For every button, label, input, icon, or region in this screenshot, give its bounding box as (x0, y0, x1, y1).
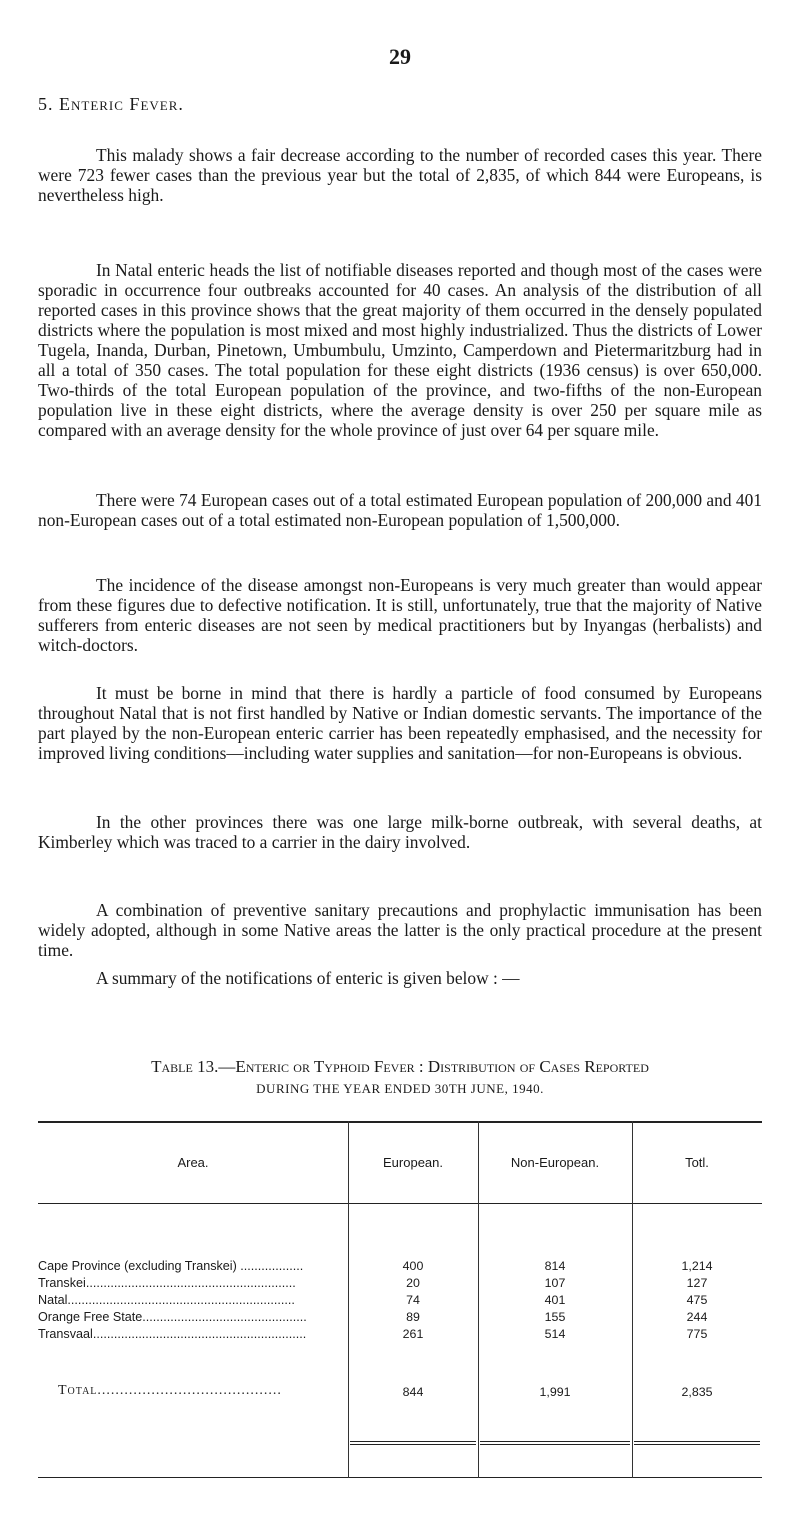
totals-underline (350, 1444, 476, 1445)
row-area: Cape Province (excluding Transkei) .................. (38, 1259, 304, 1273)
totals-label: Total......................................... (58, 1383, 282, 1398)
totals-underline (480, 1441, 630, 1442)
row-total: 775 (686, 1327, 708, 1341)
row-european: 400 (402, 1259, 424, 1273)
table-bottom-rule (38, 1477, 762, 1478)
row-area: Transvaal............................................................. (38, 1327, 307, 1341)
row-area: Natal................................................................. (38, 1293, 295, 1307)
paragraph: It must be borne in mind that there is hardly a particle of food consumed by Europeans throughout Natal that is not first handled by Native or Indian domestic servants. The importance of the part played by the non-European enteric carrier has been repeatedly emphasised, and the necessity for improved living conditions—including water supplies and sanitation—for non-Europeans is obvious. (38, 683, 762, 763)
distribution-table (38, 1121, 762, 1481)
totals-underline (634, 1441, 760, 1442)
table-caption-title: Table 13.—Enteric or Typhoid Fever : Distribution of Cases Reported (151, 1057, 649, 1076)
totals-underline (480, 1444, 630, 1445)
section-number: 5. (38, 94, 54, 114)
row-total: 475 (686, 1293, 708, 1307)
row-european: 89 (406, 1310, 420, 1324)
header-european: European. (383, 1155, 443, 1170)
row-european: 261 (402, 1327, 424, 1341)
row-non-european: 814 (544, 1259, 566, 1273)
row-non-european: 514 (544, 1327, 566, 1341)
paragraph: A combination of preventive sanitary precautions and prophylactic immunisation has been widely adopted, although in some Native areas the latter is the only practical procedure at the present time. (38, 900, 762, 960)
paragraph: In the other provinces there was one large milk-borne outbreak, with several deaths, at Kimberley which was traced to a carrier in the dairy involved. (38, 812, 762, 852)
section-heading (38, 94, 184, 115)
header-total: Totl. (685, 1155, 709, 1170)
totals-underline (350, 1441, 476, 1442)
row-non-european: 401 (544, 1293, 566, 1307)
paragraph: A summary of the notifications of enteric is given below : — (96, 968, 520, 988)
table-top-rule (38, 1121, 762, 1123)
table-caption-subtitle: DURING THE YEAR ENDED 30TH JUNE, 1940. (256, 1081, 544, 1096)
totals-total: 2,835 (681, 1385, 713, 1399)
header-area: Area. (177, 1155, 209, 1170)
row-area: Transkei............................................................ (38, 1276, 296, 1290)
totals-european: 844 (402, 1385, 424, 1399)
header-non-european: Non-European. (510, 1155, 600, 1170)
paragraph: In Natal enteric heads the list of notifiable diseases reported and though most of the cases were sporadic in occurrence four outbreaks accounted for 40 cases. An analysis of the distribution of all reported cases in this province shows that the great majority of them occurred in the densely populated districts where the population is most mixed and most highly industrialized. Thus the districts of Lower Tugela, Inanda, Durban, Pinetown, Umbumbulu, Umzinto, Camperdown and Pietermaritzburg had in all a total of 350 cases. The total population for these eight districts (1936 census) is over 650,000. Two-thirds of the total European population of the province, and two-fifths of the non-European population live in these eight districts, where the average density is over 250 per square mile as compared with an average density for the whole province of just over 64 per square mile. (38, 260, 762, 440)
row-non-european: 107 (544, 1276, 566, 1290)
totals-non-european: 1,991 (539, 1385, 571, 1399)
table-caption (38, 1056, 762, 1100)
row-total: 127 (686, 1276, 708, 1290)
row-total: 244 (686, 1310, 708, 1324)
row-total: 1,214 (681, 1259, 713, 1273)
table-header-rule (38, 1203, 762, 1204)
row-european: 74 (406, 1293, 420, 1307)
paragraph: The incidence of the disease amongst non-Europeans is very much greater than would appear from these figures due to defective notification. It is still, unfortunately, true that the majority of Native sufferers from enteric diseases are not seen by medical practitioners but by Inyangas (herbalists) and witch-doctors. (38, 575, 762, 655)
section-title: Enteric Fever. (59, 94, 184, 114)
row-european: 20 (406, 1276, 420, 1290)
row-area: Orange Free State............................................... (38, 1310, 307, 1324)
paragraph: There were 74 European cases out of a total estimated European population of 200,000 and 401 non-European cases out of a total estimated non-European population of 1,500,000. (38, 490, 762, 530)
paragraph: This malady shows a fair decrease according to the number of recorded cases this year. There were 723 fewer cases than the previous year but the total of 2,835, of which 844 were Europeans, is nevertheless high. (38, 145, 762, 205)
page-number: 29 (389, 44, 411, 69)
totals-underline (634, 1444, 760, 1445)
row-non-european: 155 (544, 1310, 566, 1324)
